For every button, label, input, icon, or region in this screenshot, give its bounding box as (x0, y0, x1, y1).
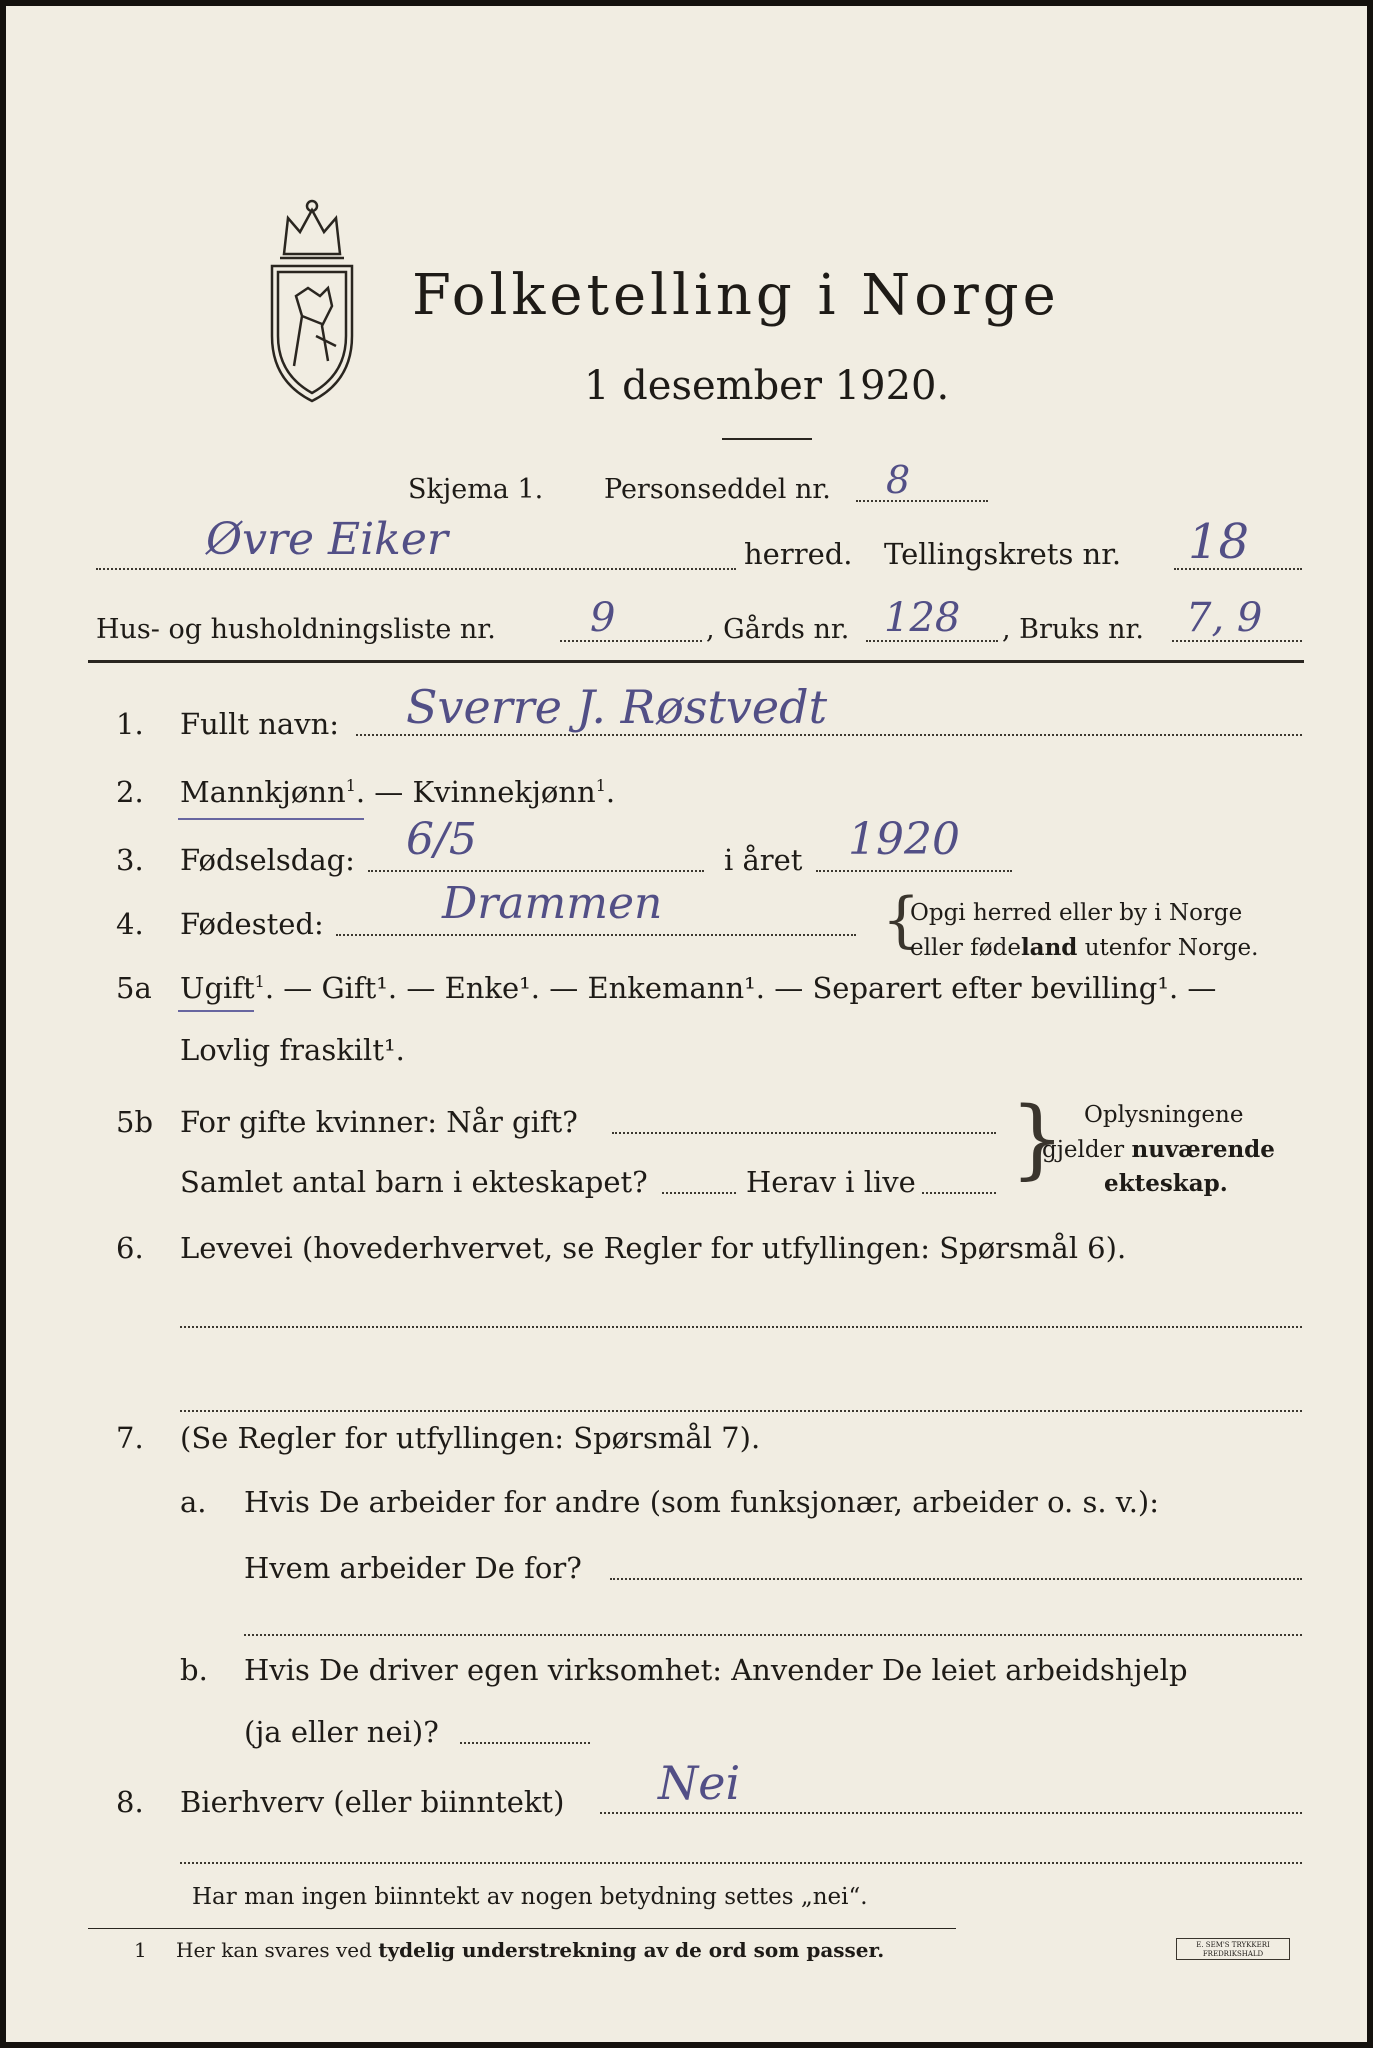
gards-label: , Gårds nr. (706, 614, 850, 645)
q7-label: (Se Regler for utfyllingen: Spørsmål 7). (180, 1421, 761, 1455)
schema-label: Skjema 1. (408, 474, 544, 505)
q5a-line2: Lovlig fraskilt¹. (180, 1033, 405, 1067)
q5b-children-line (662, 1192, 736, 1194)
q7b-text: Hvis De driver egen virksomhet: Anvender De leiet arbeidshjelp (244, 1653, 1188, 1687)
q5b-brace: } (1010, 1089, 1065, 1189)
q5b-note2: gjelder nuværende (1042, 1136, 1275, 1163)
q7b-line (460, 1742, 590, 1744)
bottom-note: Har man ingen biinntekt av nogen betydning settes „nei“. (192, 1884, 868, 1910)
q5b-label1: For gifte kvinner: Når gift? (180, 1105, 578, 1139)
hus-label: Hus- og husholdningsliste nr. (96, 614, 496, 645)
q8-number: 8. (116, 1785, 144, 1819)
hus-line (560, 640, 702, 642)
q2-female[interactable]: Kvinnekjønn (412, 775, 596, 810)
q5b-note1: Oplysningene (1084, 1102, 1244, 1128)
printer-stamp: E. SEM'S TRYKKERI FREDRIKSHALD (1176, 1938, 1290, 1960)
personseddel-line (856, 500, 988, 502)
q5b-number: 5b (116, 1105, 154, 1139)
herred-value[interactable]: Øvre Eiker (206, 514, 448, 565)
q8-line (600, 1812, 1302, 1814)
footnote-divider (88, 1928, 956, 1929)
q4-line (336, 934, 856, 936)
q7a-line (610, 1578, 1302, 1580)
q2-male[interactable]: Mannkjønn (180, 775, 346, 810)
q3-label: Fødselsdag: (180, 843, 355, 877)
personseddel-label: Personseddel nr. (604, 474, 831, 505)
q1-line (356, 734, 1302, 736)
q5a-ugift-underline (178, 1010, 254, 1012)
q1-answer[interactable]: Sverre J. Røstvedt (406, 680, 828, 734)
personseddel-value[interactable]: 8 (886, 458, 911, 502)
tellingskrets-label: Tellingskrets nr. (884, 537, 1122, 571)
q4-answer[interactable]: Drammen (442, 878, 663, 929)
tellingskrets-value[interactable]: 18 (1188, 514, 1250, 570)
hus-value[interactable]: 9 (590, 595, 616, 641)
q5a-options: Ugift$^1$. — Gift¹. — Enke¹. — Enkemann¹. — Separert efter bevilling¹. — (180, 971, 1217, 1006)
q7a-sub: Hvem arbeider De for? (244, 1551, 582, 1585)
q6-line2 (180, 1410, 1302, 1412)
bruks-label: , Bruks nr. (1002, 614, 1145, 645)
q7a-letter: a. (180, 1485, 207, 1519)
form-title: Folketelling i Norge (412, 263, 1060, 328)
q6-label: Levevei (hovederhvervet, se Regler for utfyllingen: Spørsmål 6). (180, 1231, 1127, 1265)
q4-note-line2: eller fødeland utenfor Norge. (910, 934, 1259, 961)
q7-number: 7. (116, 1421, 144, 1455)
q3-day-value[interactable]: 6/5 (406, 814, 477, 865)
gards-value[interactable]: 128 (884, 595, 961, 641)
q1-number: 1. (116, 707, 144, 741)
q7a-line2 (244, 1634, 1302, 1636)
herred-line (96, 568, 736, 570)
q8-answer[interactable]: Nei (658, 1756, 741, 1810)
q2-options: Mannkjønn$^1$. — Kvinnekjønn$^1$. (180, 775, 616, 810)
q7b-sub: (ja eller nei)? (244, 1715, 439, 1749)
q3-year-value[interactable]: 1920 (848, 814, 960, 865)
q3-year-label: i året (724, 843, 803, 877)
q5b-label3: Herav i live (746, 1165, 916, 1199)
q7a-text: Hvis De arbeider for andre (som funksjonær, arbeider o. s. v.): (244, 1485, 1160, 1519)
footnote: Her kan svares ved tydelig understrekning av de ord som passer. (176, 1938, 885, 1962)
q2-male-underline (178, 818, 364, 820)
q8-line2 (180, 1862, 1302, 1864)
q4-brace: { (882, 885, 921, 955)
footnote-number: 1 (134, 1938, 147, 1962)
q6-line1 (180, 1326, 1302, 1328)
q5b-when-line (612, 1132, 996, 1134)
q8-label: Bierhverv (eller biinntekt) (180, 1785, 565, 1819)
q7b-letter: b. (180, 1653, 208, 1687)
q2-number: 2. (116, 775, 144, 809)
q5b-note3: ekteskap. (1104, 1170, 1228, 1197)
q4-number: 4. (116, 907, 144, 941)
header-divider (88, 660, 1304, 663)
q5a-number: 5a (116, 971, 152, 1005)
title-divider (722, 438, 812, 440)
herred-label: herred. (744, 537, 853, 571)
census-form (6, 6, 1367, 2042)
q1-label: Fullt navn: (180, 707, 340, 741)
q3-year-line (816, 870, 1012, 872)
q4-note-line1: Opgi herred eller by i Norge (910, 900, 1243, 926)
q3-day-line (368, 870, 704, 872)
census-date: 1 desember 1920. (584, 363, 950, 409)
bruks-value[interactable]: 7, 9 (1186, 595, 1263, 641)
q5b-alive-line (922, 1192, 996, 1194)
q5b-label2: Samlet antal barn i ekteskapet? (180, 1165, 648, 1199)
q3-number: 3. (116, 843, 144, 877)
coat-of-arms-icon (262, 196, 362, 406)
q4-label: Fødested: (180, 907, 324, 941)
q5a-ugift[interactable]: Ugift (180, 971, 255, 1006)
q6-number: 6. (116, 1231, 144, 1265)
